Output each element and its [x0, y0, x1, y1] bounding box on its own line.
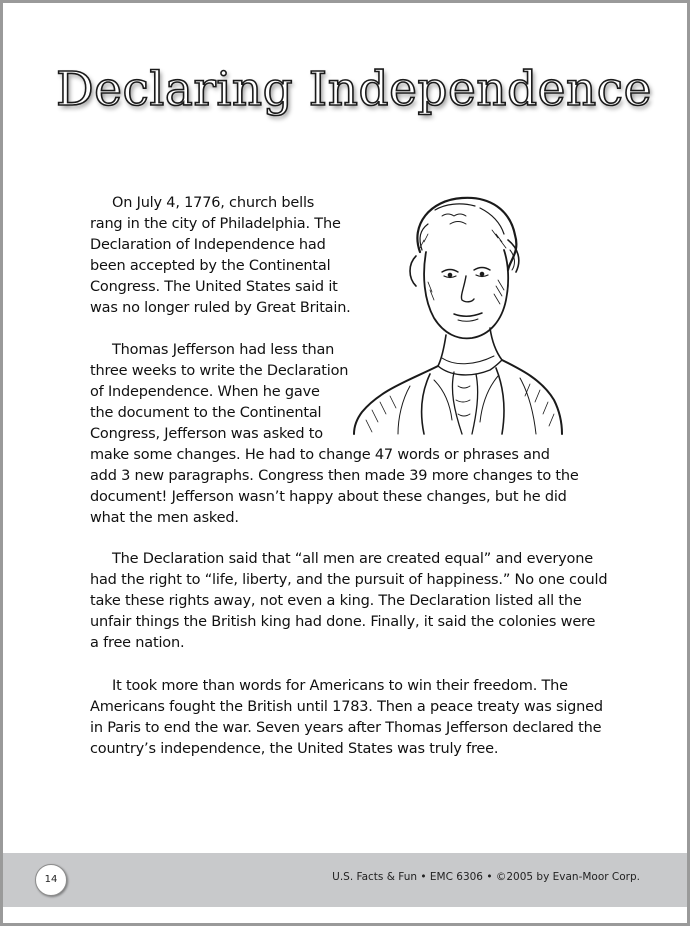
paragraph-3	[90, 549, 607, 654]
text-line: take these rights away, not even a king. The Declaration listed all the	[90, 593, 582, 609]
text-line: make some changes. He had to change 47 words or phrases and	[90, 447, 550, 463]
thomas-jefferson-portrait-icon	[350, 190, 565, 435]
text-line: three weeks to write the Declaration	[90, 363, 349, 379]
text-line: It took more than words for Americans to win their freedom. The	[112, 678, 568, 694]
text-line: in Paris to end the war. Seven years after Thomas Jefferson declared the	[90, 720, 602, 736]
text-line: Americans fought the British until 1783. Then a peace treaty was signed	[90, 699, 603, 715]
text-line: The Declaration said that “all men are created equal” and everyone	[112, 551, 593, 567]
text-line: been accepted by the Continental	[90, 258, 331, 274]
text-line: Congress, Jefferson was asked to	[90, 426, 323, 442]
text-line: of Independence. When he gave	[90, 384, 320, 400]
paragraph-1	[90, 193, 351, 319]
page-title: Declaring Independence	[56, 62, 652, 117]
text-line: Congress. The United States said it	[90, 279, 338, 295]
page-number: 14	[35, 864, 67, 896]
footer-credit: U.S. Facts & Fun • EMC 6306 • ©2005 by Evan-Moor Corp.	[332, 871, 640, 883]
text-line: unfair things the British king had done. Finally, it said the colonies were	[90, 614, 596, 630]
text-line: what the men asked.	[90, 510, 239, 526]
text-line: had the right to “life, liberty, and the pursuit of happiness.” No one could	[90, 572, 608, 588]
text-line: Thomas Jefferson had less than	[112, 342, 335, 358]
text-line: was no longer ruled by Great Britain.	[90, 300, 351, 316]
text-line: rang in the city of Philadelphia. The	[90, 216, 341, 232]
text-line: add 3 new paragraphs. Congress then made 39 more changes to the	[90, 468, 579, 484]
paragraph-4	[90, 676, 603, 760]
text-line: document! Jefferson wasn’t happy about these changes, but he did	[90, 489, 567, 505]
text-line: country’s independence, the United States was truly free.	[90, 741, 499, 757]
text-line: the document to the Continental	[90, 405, 322, 421]
text-line: a free nation.	[90, 635, 185, 651]
text-line: Declaration of Independence had	[90, 237, 326, 253]
text-line: On July 4, 1776, church bells	[112, 195, 315, 211]
